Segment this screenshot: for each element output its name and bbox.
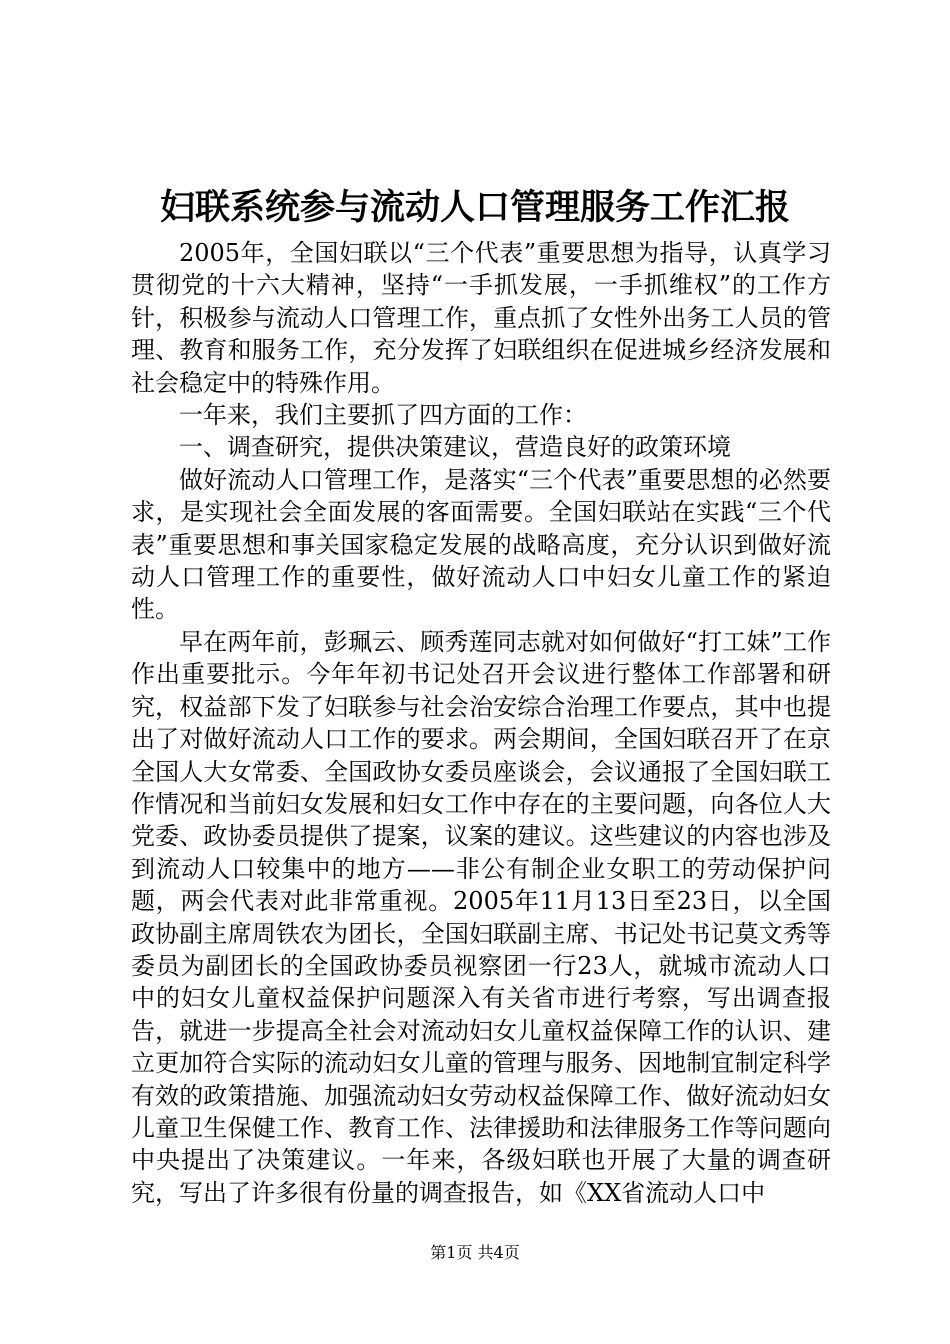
document-title: 妇联系统参与流动人口管理服务工作汇报 <box>159 187 790 228</box>
page-footer: 第1页 共4页 <box>430 1243 520 1262</box>
paragraph-section-1-a: 做好流动人口管理工作，是落实“三个代表”重要思想的必然要求，是实现社会全面发展的客面需要。全国妇联站在实践“三个代表”重要思想和事关国家稳定发展的战略高度，充分认识到做好流动人口管理工作的重要性，做好流动人口中妇女儿童工作的紧迫性。 <box>131 465 831 624</box>
section-heading-1: 一、调查研究，提供决策建议，营造良好的政策环境 <box>179 433 731 462</box>
paragraph-intro: 2005年，全国妇联以“三个代表”重要思想为指导，认真学习贯彻党的十六大精神，坚持“一手抓发展，一手抓维权”的工作方针，积极参与流动人口管理工作，重点抓了女性外出务工人员的管理、教育和服务工作，充分发挥了妇联组织在促进城乡经济发展和社会稳定中的特殊作用。 <box>131 239 831 397</box>
paragraph-overview: 一年来，我们主要抓了四方面的工作： <box>179 401 587 430</box>
paragraph-section-1-b: 早在两年前，彭珮云、顾秀莲同志就对如何做好“打工妹”工作作出重要批示。今年年初书记处召开会议进行整体工作部署和研究，权益部下发了妇联参与社会治安综合治理工作要点，其中也提出了对做好流动人口工作的要求。两会期间，全国妇联召开了在京全国人大女常委、全国政协女委员座谈会，会议通报了全国妇联工作情况和当前妇女发展和妇女工作中存在的主要问题，向各位人大党委、政协委员提供了提案，议案的建议。这些建议的内容也涉及到流动人口较集中的地方——非公有制企业女职工的劳动保护问题，两会代表对此非常重视。2005年11月13日至23日，以全国政协副主席周铁农为团长，全国妇联副主席、书记处书记莫文秀等委员为副团长的全国政协委员视察团一行23人，就城市流动人口中的妇女儿童权益保护问题深入有关省市进行考察，写出调查报告，就进一步提高全社会对流动妇女儿童权益保障工作的认识、建立更加符合实际的流动妇女儿童的管理与服务、因地制宜制定科学有效的政策措施、加强流动妇女劳动权益保障工作、做好流动妇女儿童卫生保健工作、教育工作、法律援助和法律服务工作等问题向中央提出了决策建议。一年来，各级妇联也开展了大量的调查研究，写出了许多很有份量的调查报告，如《XX省流动人口中 <box>131 627 831 1207</box>
document-body <box>131 237 831 1209</box>
